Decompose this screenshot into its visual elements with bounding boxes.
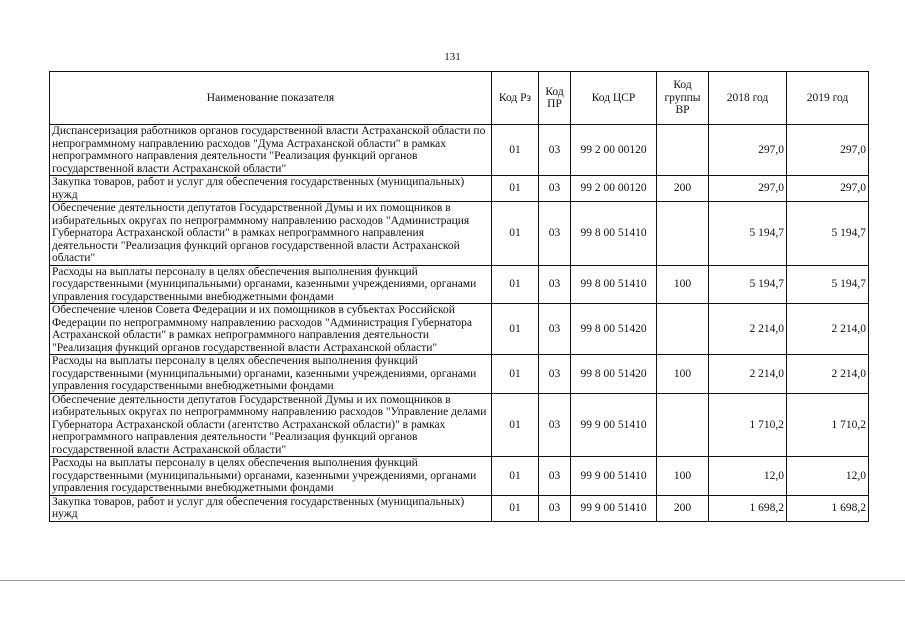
row-pr: 03	[539, 457, 571, 496]
row-pr: 03	[539, 355, 571, 394]
row-2019: 297,0	[787, 176, 869, 202]
row-2019: 2 214,0	[787, 355, 869, 394]
row-name: Расходы на выплаты персоналу в целях обеспечения выполнения функций государственными (муниципальными) органами, казенными учреждениями, органами управления государственными внебюджетными фондами	[50, 355, 492, 394]
row-2019: 1 710,2	[787, 393, 869, 457]
table-row	[50, 355, 869, 394]
row-2018: 12,0	[709, 457, 787, 496]
row-pr: 03	[539, 176, 571, 202]
row-2018: 1 698,2	[709, 495, 787, 521]
page-number: 131	[444, 51, 461, 63]
row-rz: 01	[492, 457, 539, 496]
header-2019: 2019 год	[787, 72, 869, 125]
row-2019: 5 194,7	[787, 202, 869, 266]
row-2018: 2 214,0	[709, 304, 787, 355]
row-name: Расходы на выплаты персоналу в целях обеспечения выполнения функций государственными (муниципальными) органами, казенными учреждениями, органами управления государственными внебюджетными фондами	[50, 457, 492, 496]
row-csr: 99 8 00 51420	[571, 355, 657, 394]
table-row	[50, 202, 869, 266]
row-csr: 99 8 00 51410	[571, 202, 657, 266]
row-csr: 99 8 00 51420	[571, 304, 657, 355]
row-vr	[657, 125, 709, 176]
row-name: Расходы на выплаты персоналу в целях обеспечения выполнения функций государственными (муниципальными) органами, казенными учреждениями, органами управления государственными внебюджетными фондами	[50, 265, 492, 304]
row-rz: 01	[492, 304, 539, 355]
row-rz: 01	[492, 125, 539, 176]
row-vr	[657, 304, 709, 355]
row-name: Закупка товаров, работ и услуг для обеспечения государственных (муниципальных) нужд	[50, 176, 492, 202]
row-rz: 01	[492, 393, 539, 457]
row-2018: 5 194,7	[709, 202, 787, 266]
row-2018: 2 214,0	[709, 355, 787, 394]
row-vr: 200	[657, 495, 709, 521]
page-divider	[0, 580, 905, 581]
row-pr: 03	[539, 495, 571, 521]
row-rz: 01	[492, 176, 539, 202]
header-pr: Код ПР	[539, 72, 571, 125]
row-2018: 1 710,2	[709, 393, 787, 457]
row-2019: 297,0	[787, 125, 869, 176]
row-vr: 100	[657, 355, 709, 394]
row-pr: 03	[539, 393, 571, 457]
row-csr: 99 2 00 00120	[571, 176, 657, 202]
row-csr: 99 9 00 51410	[571, 495, 657, 521]
row-csr: 99 9 00 51410	[571, 457, 657, 496]
table-row	[50, 457, 869, 496]
table-row	[50, 495, 869, 521]
table-row	[50, 265, 869, 304]
row-pr: 03	[539, 265, 571, 304]
row-2018: 5 194,7	[709, 265, 787, 304]
row-vr: 100	[657, 457, 709, 496]
row-name: Обеспечение членов Совета Федерации и их помощников в субъектах Российской Федерации по непрограммному направлению расходов "Администрация Губернатора Астраханской области" в рамках непрограммного направления деятельности "Реализация функций органов государственной власти Астраханской области"	[50, 304, 492, 355]
table-row	[50, 125, 869, 176]
row-vr: 100	[657, 265, 709, 304]
row-rz: 01	[492, 265, 539, 304]
header-name: Наименование показателя	[50, 72, 492, 125]
row-2018: 297,0	[709, 125, 787, 176]
budget-table	[49, 71, 869, 522]
row-name: Обеспечение деятельности депутатов Государственной Думы и их помощников в избирательных округах по непрограммному направлению расходов "Управление делами Губернатора Астраханской области (агентство Астраханской области)" в рамках непрограммного направления деятельности "Реализация функций органов государственной власти Астраханской области"	[50, 393, 492, 457]
row-rz: 01	[492, 355, 539, 394]
row-csr: 99 8 00 51410	[571, 265, 657, 304]
row-vr: 200	[657, 176, 709, 202]
table-row	[50, 393, 869, 457]
row-csr: 99 9 00 51410	[571, 393, 657, 457]
table-row	[50, 304, 869, 355]
table-header-row	[50, 72, 869, 125]
row-2019: 12,0	[787, 457, 869, 496]
row-2019: 1 698,2	[787, 495, 869, 521]
row-2018: 297,0	[709, 176, 787, 202]
row-2019: 5 194,7	[787, 265, 869, 304]
header-rz: Код Рз	[492, 72, 539, 125]
row-vr	[657, 393, 709, 457]
row-name: Обеспечение деятельности депутатов Государственной Думы и их помощников в избирательных округах по непрограммному направлению расходов "Администрация Губернатора Астраханской области" в рамках непрограммного направления деятельности "Реализация функций органов государственной власти Астраханской области"	[50, 202, 492, 266]
header-vr: Код группы ВР	[657, 72, 709, 125]
row-pr: 03	[539, 125, 571, 176]
row-pr: 03	[539, 202, 571, 266]
header-2018: 2018 год	[709, 72, 787, 125]
row-pr: 03	[539, 304, 571, 355]
row-rz: 01	[492, 202, 539, 266]
header-csr: Код ЦСР	[571, 72, 657, 125]
row-vr	[657, 202, 709, 266]
row-csr: 99 2 00 00120	[571, 125, 657, 176]
row-name: Закупка товаров, работ и услуг для обеспечения государственных (муниципальных) нужд	[50, 495, 492, 521]
row-rz: 01	[492, 495, 539, 521]
row-name: Диспансеризация работников органов государственной власти Астраханской области по непрограммному направлению расходов "Дума Астраханской области" в рамках непрограммного направления деятельности "Реализация функций органов государственной власти Астраханской области"	[50, 125, 492, 176]
row-2019: 2 214,0	[787, 304, 869, 355]
table-row	[50, 176, 869, 202]
